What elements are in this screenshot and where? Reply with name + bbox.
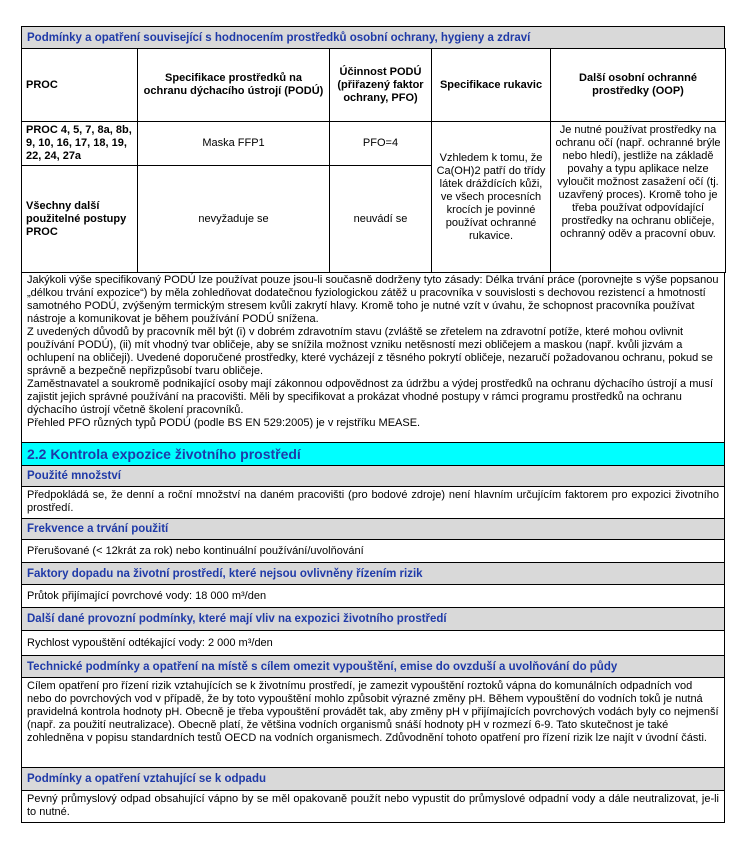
block-text: Přerušované (< 12krát za rok) nebo kontinuální používání/uvolňování [27,544,364,557]
block-text: Pevný průmyslový odpad obsahující vápno by se měl opakovaně použít nebo vypustit do průmyslové odpadní vody a dále neutralizovat, je-li to nutné. [27,793,719,818]
block-text: Průtok přijímající povrchové vody: 18 000 m³/den [27,589,267,602]
block-body-environment-factors [21,584,725,608]
other-ppe-cell: Je nutné používat prostředky na ochranu očí (např. ochranné brýle nebo hledí), jestliže na základě povahy a typu aplikace nelze vyloučit možnost zasažení očí (tj. uzavřený proces). Kromě toho je třeba používat odpovídající prostředky na ochranu obličeje, ochranný oděv a pracovní obuv. [551,122,726,273]
block-heading-waste [21,767,725,791]
header-rpe-effectiveness: Účinnost PODÚ (přiřazený faktor ochrany, PFO) [330,49,432,122]
rpe-note-paragraph: Zaměstnavatel a soukromě podnikající osoby mají zákonnou odpovědnost za údržbu a výdej prostředků na ochranu dýchacího ústrojí a musí zajistit jejich správné používání na pracovišti. Měli by specifikovat a prokázat vhodné postupy v rámci programu prostředků na ochranu dýchacího ústrojí včetně školení pracovníků. [27,378,714,416]
rpe-note-paragraph: Z uvedených důvodů by pracovník měl být (i) v dobrém zdravotním stavu (zvláště se zřetelem na zdravotní potíže, které mohou ovlivnit používání PODÚ), (ii) mít vhodný tvar obličeje, aby se snížila možnost vzniku netěsností mezi obličejem a maskou (např. kvůli jizvám a ochlupení na obličeji). Uvedené doporučené prostředky, které vycházejí z těsného pokrytí obličeje, nezaručí požadovanou ochranu, pokud se správně a bezpečně nepřizpůsobí tvaru obličeje. [27,326,713,377]
block-title: Technické podmínky a opatření na místě s cílem omezit vypouštění, emise do ovzduší a uvolňování do půdy [27,660,618,673]
rpe-eff-not-stated: neuvádí se [330,166,432,273]
block-text: Cílem opatření pro řízení rizik vztahujících se k životnímu prostředí, je zamezit vypouštění roztoků vápna do komunálních odpadních vod nebo do povrchových vod v případě, že by toto vypouštění mohlo způsobit výrazné změny pH. Během vypouštění do vodních toků je nutná pravidelná kontrola hodnoty pH. Obecně je třeba vypouštění provádět tak, aby změny pH v přijímajících povrchových vodách byly co nejmenší (např. za použití neutralizace). Obecně platí, že většina vodních organismů snáší hodnoty pH v rozmezí 6-9. Tato skutečnost je také zohledněna v popisu standardních testů OECD na vodních organismech. Zdůvodnění tohoto opatření pro řízení rizik lze najít v úvodní části. [27,680,719,744]
block-heading-technical-measures [21,655,725,678]
block-body-waste [21,790,725,823]
rpe-note-paragraph: Přehled PFO různých typů PODÚ (podle BS EN 529:2005) je v rejstříku MEASE. [27,417,421,429]
document-table [21,26,725,823]
header-rpe-spec: Specifikace prostředků na ochranu dýchacího ústrojí (PODÚ) [138,49,330,122]
rpe-table [21,48,726,273]
block-title: Další dané provozní podmínky, které mají vliv na expozici životního prostředí [27,613,447,625]
section-heading [21,442,725,466]
rpe-spec-mask: Maska FFP1 [138,122,330,166]
other-proc-cell: Všechny další použitelné postupy PROC [22,166,138,273]
block-heading-operating-conditions [21,607,725,631]
block-body-frequency [21,539,725,563]
block-text: Rychlost vypouštění odtékající vody: 2 000 m³/den [27,636,273,649]
header-other-ppe: Další osobní ochranné prostředky (OOP) [551,49,726,122]
gloves-spec-cell: Vzhledem k tomu, že Ca(OH)2 patří do třídy látek dráždících kůži, ve všech procesních krocích je povinné používat ochranné rukavice. [432,122,551,273]
rpe-row-proc-list [22,122,726,166]
block-heading-environment-factors [21,562,725,585]
block-heading-frequency [21,518,725,540]
rpe-eff-value: PFO=4 [330,122,432,166]
rpe-notes [21,272,725,443]
block-title: Podmínky a opatření vztahující se k odpadu [27,773,266,785]
section-title: 2.2 Kontrola expozice životního prostředí [27,446,301,462]
rpe-table-header-row [22,49,726,122]
block-body-technical-measures [21,677,725,768]
ppe-conditions-heading [21,26,725,49]
block-heading-amount [21,465,725,487]
block-text: Předpokládá se, že denní a roční množství na daném pracovišti (pro bodové zdroje) není hlavním určujícím faktorem pro expozici životního prostředí. [27,489,719,514]
block-body-operating-conditions [21,630,725,656]
ppe-conditions-heading-text: Podmínky a opatření související s hodnocením prostředků osobní ochrany, hygieny a zdraví [27,31,531,44]
header-gloves: Specifikace rukavic [432,49,551,122]
block-body-amount [21,486,725,519]
header-proc: PROC [22,49,138,122]
proc-list-cell: PROC 4, 5, 7, 8a, 8b, 9, 10, 16, 17, 18, 19, 22, 24, 27a [22,122,138,166]
block-title: Faktory dopadu na životní prostředí, které nejsou ovlivněny řízením rizik [27,567,423,580]
rpe-note-paragraph: Jakýkoli výše specifikovaný PODÚ lze používat pouze jsou-li současně dodrženy tyto zásady: Délka trvání práce (porovnejte s výše popsanou „délkou trvání expozice“) by měla zohledňovat dodatečnou fyziologickou zátěž u pracovníka v souvislosti s dechovou rezistencí a hmotností samotného PODÚ, zvýšeným termickým stresem kvůli zakrytí hlavy. Kromě toho je nutné vzít v úvahu, že schopnost pracovníka používat nástroje a komunikovat je během používání PODÚ snížena. [27,274,719,325]
block-title: Frekvence a trvání použití [27,523,169,535]
block-title: Použité množství [27,470,121,482]
rpe-spec-not-required: nevyžaduje se [138,166,330,273]
